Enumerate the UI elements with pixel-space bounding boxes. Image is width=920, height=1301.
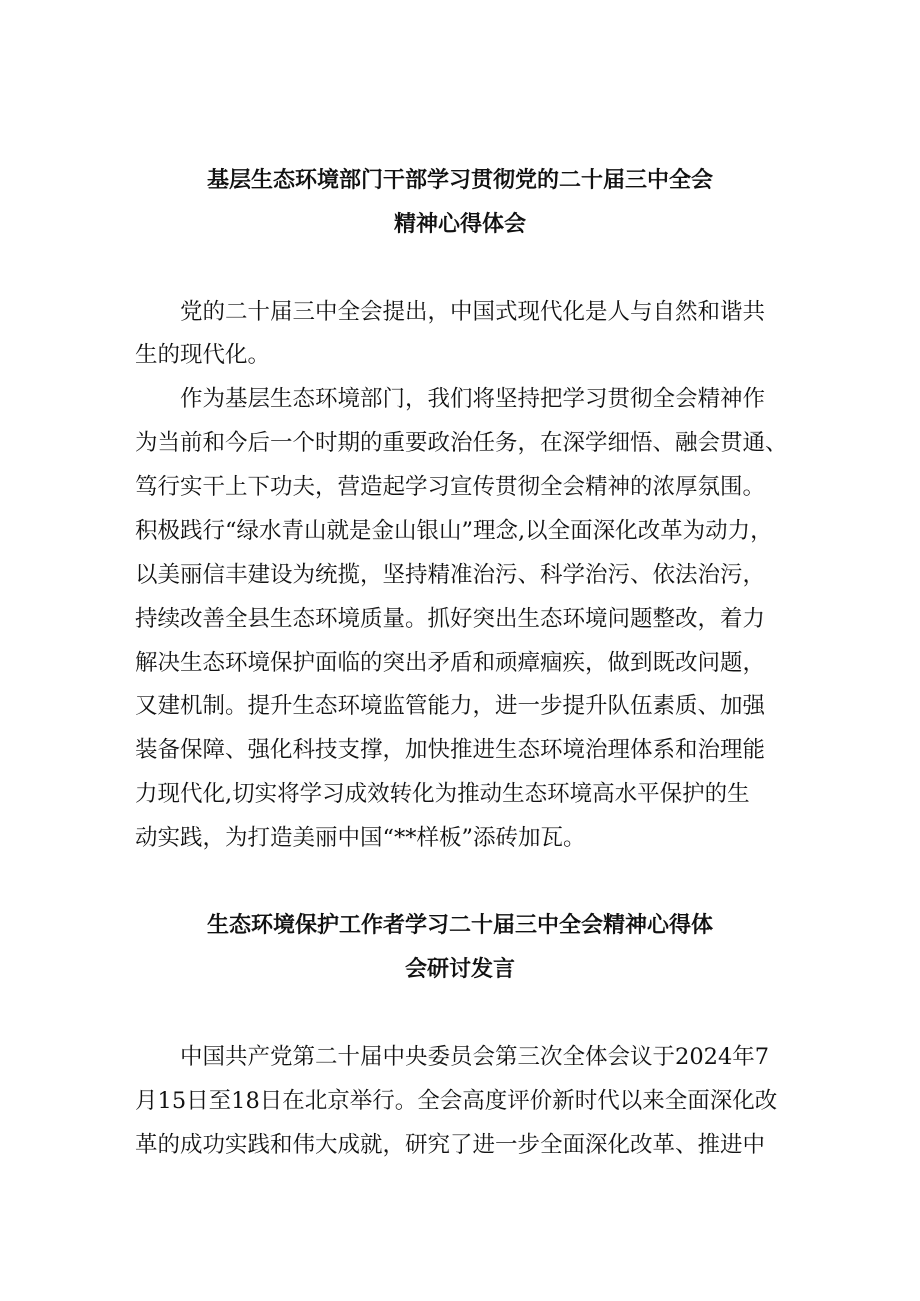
article1-paragraph-line: 党的二十届三中全会提出，中国式现代化是人与自然和谐共 [180, 299, 766, 325]
article2-paragraph-line: 中国共产党第二十届中央委员会第三次全体会议于2024年7 [180, 1044, 770, 1070]
article1-paragraph-line: 以美丽信丰建设为统揽，坚持精准治污、科学治污、依法治污， [135, 562, 766, 588]
article2-paragraph-line: 革的成功实践和伟大成就，研究了进一步全面深化改革、推进中 [135, 1132, 766, 1158]
article1-paragraph-line: 笃行实干上下功夫，营造起学习宣传贯彻全会精神的浓厚氛围。 [135, 474, 766, 500]
article1-paragraph-line: 生的现代化。 [135, 342, 271, 368]
article1-paragraph-line: 力现代化,切实将学习成效转化为推动生态环境高水平保护的生 [135, 781, 750, 807]
article1-paragraph-line: 持续改善全县生态环境质量。抓好突出生态环境问题整改，着力 [135, 606, 766, 632]
article1-paragraph-line: 作为基层生态环境部门，我们将坚持把学习贯彻全会精神作 [180, 386, 766, 412]
article1-title-line1: 基层生态环境部门干部学习贯彻党的二十届三中全会 [206, 168, 713, 193]
article1-paragraph-line: 积极践行“绿水青山就是金山银山”理念,以全面深化改革为动力， [135, 518, 773, 544]
article1-paragraph-line: 又建机制。提升生态环境监管能力，进一步提升队伍素质、加强 [135, 693, 766, 719]
article1-paragraph-line: 动实践，为打造美丽中国“**样板”添砖加瓦。 [135, 825, 586, 851]
article2-title-line1: 生态环境保护工作者学习二十届三中全会精神心得体 [206, 913, 713, 938]
article1-paragraph-line: 为当前和今后一个时期的重要政治任务，在深学细悟、融会贯通、 [135, 430, 788, 456]
article1-paragraph-line: 解决生态环境保护面临的突出矛盾和顽瘴痼疾，做到既改问题， [135, 650, 766, 676]
article1-paragraph-line: 装备保障、强化科技支撑，加快推进生态环境治理体系和治理能 [135, 737, 766, 763]
article1-title-line2: 精神心得体会 [393, 212, 526, 237]
article2-title-line2: 会研讨发言 [404, 957, 515, 982]
article2-paragraph-line: 月15日至18日在北京举行。全会高度评价新时代以来全面深化改 [135, 1088, 778, 1114]
